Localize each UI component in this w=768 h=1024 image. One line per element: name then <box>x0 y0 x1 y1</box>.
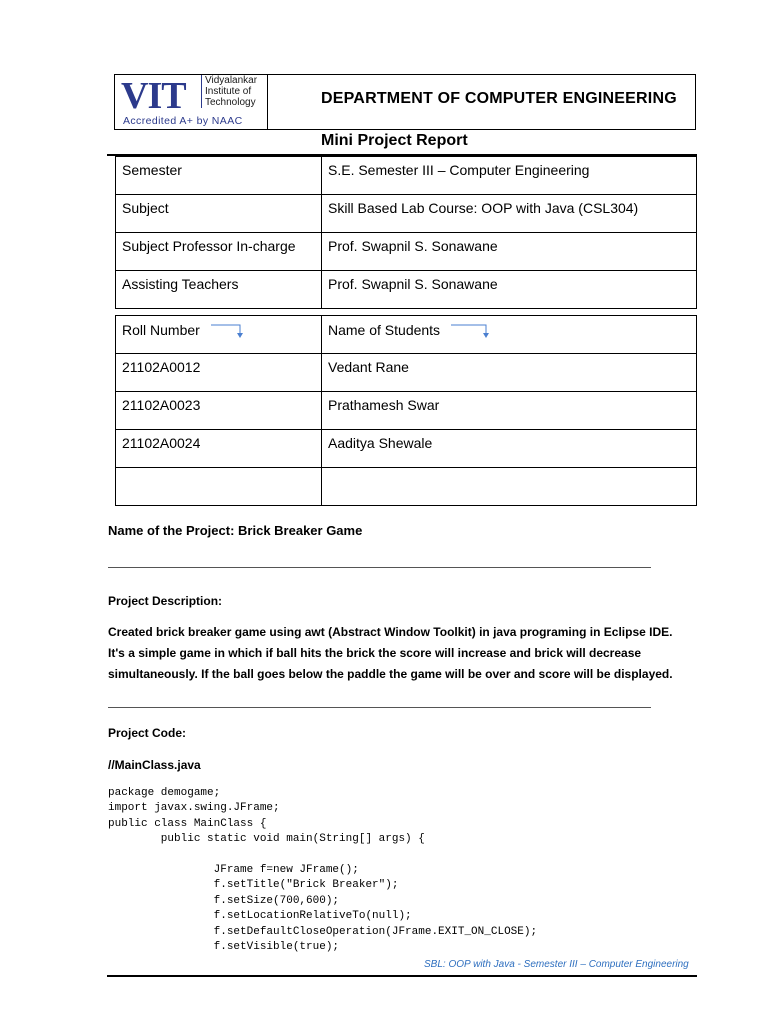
logo-institute-name <box>201 75 267 108</box>
students-table <box>115 315 697 506</box>
logo-vit-text: VIT <box>121 75 186 117</box>
table-row <box>116 233 697 271</box>
table-row <box>116 354 697 392</box>
student-name-cell: Aaditya Shewale <box>322 430 697 468</box>
info-label: Subject <box>116 195 322 233</box>
table-row <box>116 271 697 309</box>
info-value: Prof. Swapnil S. Sonawane <box>322 271 697 309</box>
roll-number-cell <box>116 468 322 506</box>
table-row <box>116 430 697 468</box>
table-row <box>116 157 697 195</box>
roll-number-cell: 21102A0012 <box>116 354 322 392</box>
header-box <box>114 74 696 130</box>
description-heading: Project Description: <box>108 594 223 608</box>
arrow-down-icon <box>450 321 480 335</box>
student-name-cell: Vedant Rane <box>322 354 697 392</box>
project-description: Created brick breaker game using awt (Abstract Window Toolkit) in java programing in Eclipse IDE. It's a simple game in which if ball hits the brick the score will increase and brick will decrease simultaneously. If the ball goes below the paddle the game will be over and score will be displayed. <box>108 625 673 681</box>
info-label: Subject Professor In-charge <box>116 233 322 271</box>
info-label: Assisting Teachers <box>116 271 322 309</box>
section-divider <box>108 707 651 708</box>
student-name-cell: Prathamesh Swar <box>322 392 697 430</box>
info-value: Skill Based Lab Course: OOP with Java (CSL304) <box>322 195 697 233</box>
student-name-header <box>322 316 697 354</box>
table-header-row <box>116 316 697 354</box>
roll-number-header <box>116 316 322 354</box>
header-label: Name of Students <box>328 322 441 338</box>
department-title: DEPARTMENT OF COMPUTER ENGINEERING <box>321 90 677 107</box>
logo-name-line: Technology <box>205 97 256 108</box>
logo-name-line: Vidyalankar <box>205 75 258 86</box>
file-heading: //MainClass.java <box>108 758 201 772</box>
info-value: Prof. Swapnil S. Sonawane <box>322 233 697 271</box>
table-row <box>116 468 697 506</box>
section-divider <box>108 567 651 568</box>
report-title: Mini Project Report <box>321 132 468 149</box>
footer-divider <box>107 975 697 977</box>
info-value: S.E. Semester III – Computer Engineering <box>322 157 697 195</box>
logo-accreditation: Accredited A+ by NAAC <box>123 115 243 127</box>
vit-logo <box>115 75 268 129</box>
logo-name-line: Institute of <box>205 86 252 97</box>
course-info-table <box>115 156 697 309</box>
header-label: Roll Number <box>122 322 200 338</box>
info-label: Semester <box>116 157 322 195</box>
code-block: package demogame; import javax.swing.JFrame; public class MainClass { public static void main(String[] args) { JFrame f=new JFrame(); f.setTitle("Brick Breaker"); f.setSize(700,600); f.setLocationRelativeTo(null); f.setDefaultCloseOperation(JFrame.EXIT_ON_CLOSE); f.setVisible(true); <box>108 787 538 954</box>
project-name: Name of the Project: Brick Breaker Game <box>108 523 363 538</box>
arrow-down-icon <box>210 321 240 335</box>
table-row <box>116 195 697 233</box>
roll-number-cell: 21102A0024 <box>116 430 322 468</box>
code-heading: Project Code: <box>108 726 187 740</box>
footer-text: SBL: OOP with Java - Semester III – Computer Engineering <box>424 959 689 970</box>
student-name-cell <box>322 468 697 506</box>
roll-number-cell: 21102A0023 <box>116 392 322 430</box>
table-row <box>116 392 697 430</box>
